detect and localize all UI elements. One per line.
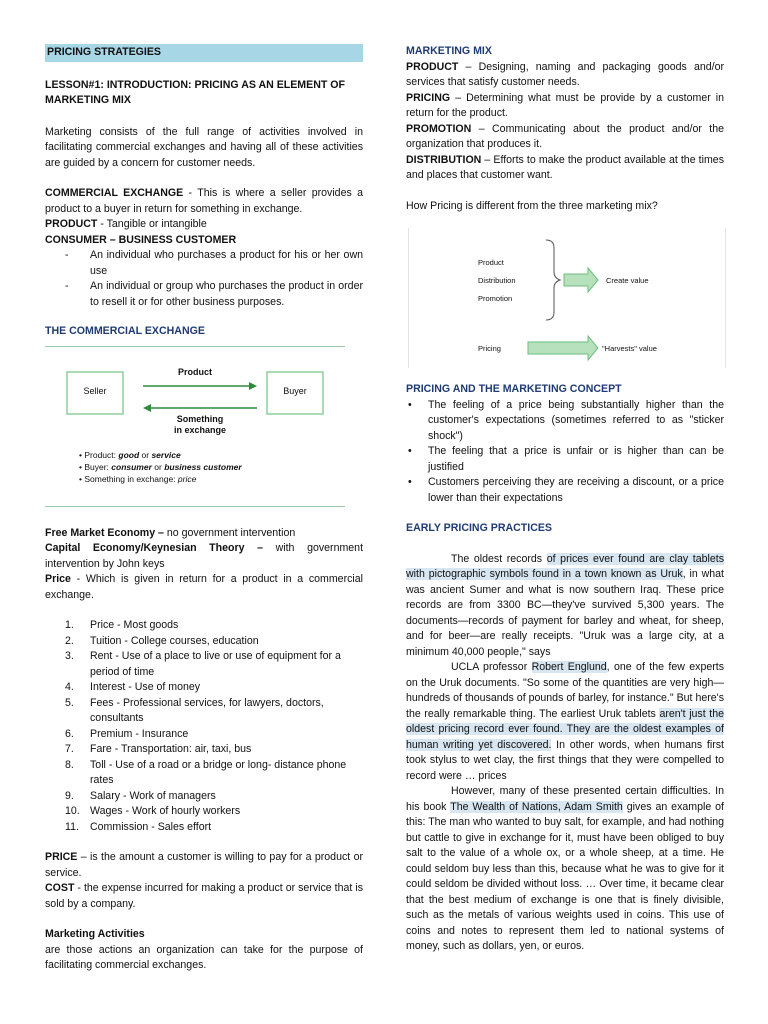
fig-pricing-label: Pricing (478, 344, 501, 353)
list-item: 7. Fare - Transportation: air, taxi, bus (65, 743, 252, 755)
marketing-activities-heading: Marketing Activities (45, 928, 145, 940)
brace (546, 240, 560, 320)
list-item: 1. Price - Most goods (65, 619, 179, 631)
list-item: 11. Commission - Sales effort (65, 820, 212, 833)
something-label: Something (176, 413, 224, 424)
list-item: 3. Rent - Use of a place to live or use of equipment for a period of time (65, 650, 341, 678)
harvest-value-arrow (528, 336, 598, 360)
concept-list (406, 398, 724, 507)
cost-definition: COST - the expense incurred for making a product or service that is sold by a company. (45, 882, 363, 910)
list-item: 5. Fees - Professional services, for lawyers, doctors, consultants (65, 696, 324, 724)
mix-product-definition: PRODUCT – Designing, naming and packaging goods and/or services that satisfy customer needs. (406, 60, 724, 88)
mix-promotion-definition: PROMOTION – Communicating about the product and/or the organization that produces it. (406, 122, 724, 150)
pricing-question: How Pricing is different from the three marketing mix? (406, 199, 658, 212)
list-item: 4. Interest - Use of money (65, 681, 201, 693)
price-definition: Price - Which is given in return for a product in a commercial exchange. (45, 573, 363, 601)
fig-harvests-label: "Harvests" value (602, 344, 657, 353)
commercial-exchange-heading: THE COMMERCIAL EXCHANGE (45, 325, 205, 337)
fig-create-value-label: Create value (606, 276, 649, 285)
consumer-heading: CONSUMER – BUSINESS CUSTOMER (45, 233, 237, 246)
mix-pricing-definition: PRICING – Determining what must be provide by a customer in return for the product. (406, 91, 724, 119)
create-value-arrow (564, 268, 598, 292)
right-column (406, 44, 724, 955)
list-item: - An individual who purchases a product for his or her own use (45, 248, 363, 279)
diagram-bullet-exchange: • Something in exchange: price (79, 473, 197, 484)
marketing-mix-heading: MARKETING MIX (406, 45, 492, 57)
free-market-definition: Free Market Economy – no government intervention (45, 526, 296, 539)
lesson-title: LESSON#1: INTRODUCTION: PRICING AS AN ELEMENT OF MARKETING MIX (45, 78, 345, 106)
mix-distribution-definition: DISTRIBUTION – Efforts to make the product available at the times and places that customer want. (406, 153, 724, 181)
fig-promotion-label: Promotion (478, 294, 513, 303)
early-paragraph-3: However, many of these presented certain difficulties. In his book The Wealth of Nations, Adam Smith gives an example of this: The man who wanted to buy salt, for example, and had nothing but cattle to give in exchange for it, must have been obliged to buy salt to the value of a whole ox, or a whole sheep, at a time. He could seldom buy less than this, because what he was to give for it could seldom be divided without loss. … Over time, it became clear that the best medium of exchange is one that is finely divisible, such as the metals of various weights used in coins. This use of coins and notes to represent them led to national systems of money, such as dollars, yen, or euros. (406, 785, 725, 952)
early-pricing-heading: EARLY PRICING PRACTICES (406, 522, 552, 534)
product-arrow-label: Product (177, 366, 212, 377)
price-amount-definition: PRICE – is the amount a customer is willing to pay for a product or service. (45, 851, 363, 879)
intro-paragraph: Marketing consists of the full range of activities involved in facilitating commercial exchanges and having all of these activities are guided by a concern for customer needs. (45, 125, 363, 169)
commercial-exchange-definition: COMMERCIAL EXCHANGE - This is where a seller provides a product to a buyer in return for something in exchange. (45, 187, 364, 215)
section-band-title: PRICING STRATEGIES (45, 44, 363, 62)
list-item: 9. Salary - Work of managers (65, 789, 216, 802)
list-item: 10. Wages - Work of hourly workers (65, 805, 241, 817)
list-item: • The feeling that a price is unfair or is higher than can be justified (406, 444, 724, 475)
consumer-list (45, 248, 363, 310)
list-item: - An individual or group who purchases the product in order to resell it or for other business purposes. (45, 279, 363, 310)
price-list (45, 618, 363, 835)
list-item: 6. Premium - Insurance (65, 727, 189, 740)
buyer-label: Buyer (283, 385, 307, 396)
value-figure (406, 228, 724, 376)
diagram-bullet-buyer: • Buyer: consumer or business customer (79, 461, 242, 472)
left-column (45, 44, 363, 974)
early-paragraph-1: The oldest records of prices ever found are clay tablets with pictographic symbols found in a town known as Uruk, in what was ancient Sumer and what is now southern Iraq. These price records are from 3300 BC—they've survived 5,300 years. The documents—records of payment for barley and wheat, for sheep, and for beer—are really receipts. "Uruk was a large city, at a minimum 40,000 people," says (406, 552, 725, 658)
diagram-bullet-product: • Product: good or service (79, 449, 181, 460)
commercial-exchange-diagram (45, 346, 363, 518)
in-exchange-label: in exchange (173, 424, 227, 435)
marketing-activities-definition: are those actions an organization can take for the purpose of facilitating commercial exchanges. (45, 943, 363, 971)
product-definition: PRODUCT - Tangible or intangible (45, 218, 207, 230)
list-item: • Customers perceiving they are receiving a discount, or a price lower than their expectations (406, 475, 724, 506)
pricing-marketing-concept-heading: PRICING AND THE MARKETING CONCEPT (406, 383, 622, 395)
capital-economy-definition: Capital Economy/Keynesian Theory – with government intervention by John keys (45, 542, 364, 570)
value-figure-graphic (408, 228, 724, 368)
fig-distribution-label: Distribution (478, 276, 516, 285)
list-item: • The feeling of a price being substantially higher than the customer's expectations (sometimes referred to as "sticker shock") (406, 398, 724, 445)
list-item: 8. Toll - Use of a road or a bridge or long- distance phone rates (65, 758, 347, 786)
early-paragraph-2: UCLA professor Robert Englund, one of the few experts on the Uruk documents. "So some of the quantities are very high—hundreds of thousands of pounds of barley, for instance." But here's the really remarkable thing. The earliest Uruk tablets aren't just the oldest pricing record ever found. They are the oldest examples of human writing yet discovered. In other words, when humans first took stylus to wet clay, the first things that they were compelled to record were … prices (406, 661, 724, 782)
seller-label: Seller (83, 385, 107, 396)
fig-product-label: Product (478, 258, 504, 267)
list-item: 2. Tuition - College courses, education (65, 634, 259, 647)
